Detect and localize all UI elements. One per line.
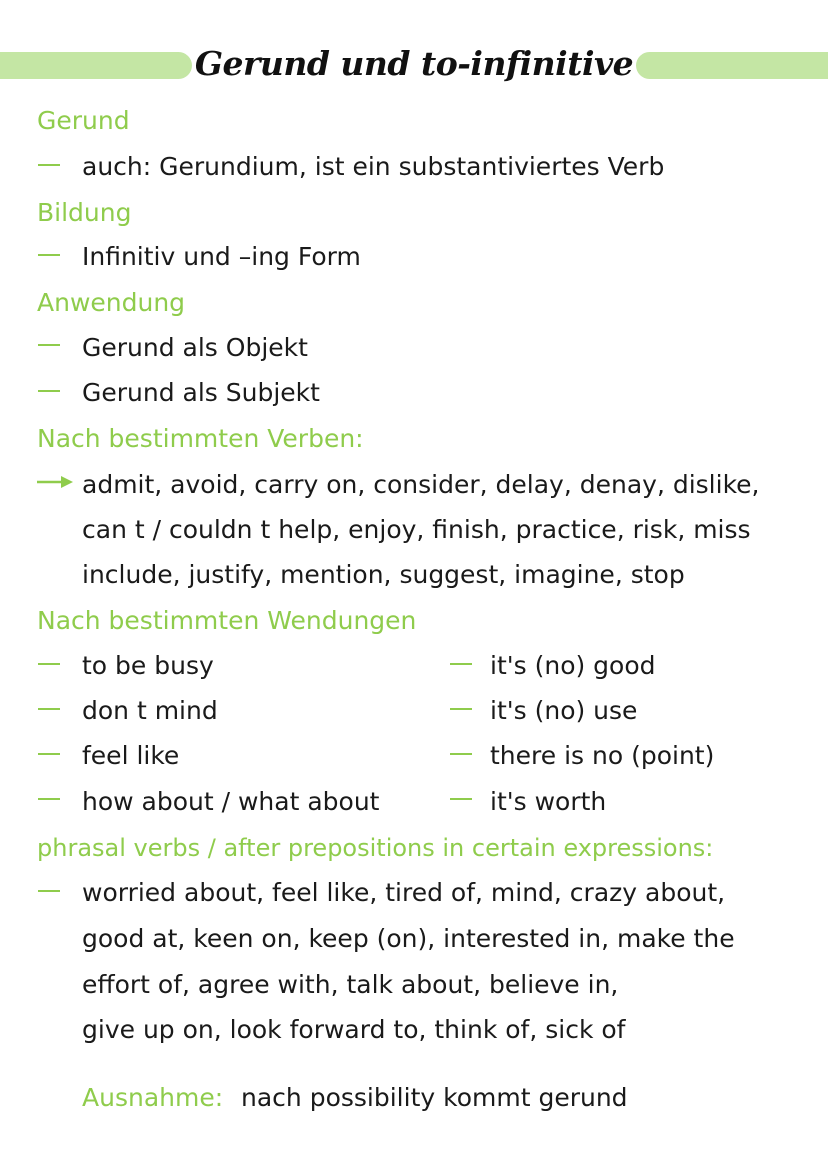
phrasal-line: worried about, feel like, tired of, mind, crazy about, bbox=[82, 878, 726, 907]
verben-line: include, justify, mention, suggest, imagine, stop bbox=[82, 560, 685, 589]
verben-line: can t / couldn t help, enjoy, finish, practice, risk, miss bbox=[82, 515, 751, 544]
anwendung-item: Gerund als Subjekt bbox=[82, 378, 320, 407]
anwendung-item: Gerund als Objekt bbox=[82, 333, 308, 362]
dash-bullet bbox=[38, 890, 60, 892]
heading-wendungen: Nach bestimmten Wendungen bbox=[37, 606, 417, 635]
gerund-definition: auch: Gerundium, ist ein substantiviertes Verb bbox=[82, 152, 665, 181]
heading-phrasal: phrasal verbs / after prepositions in certain expressions: bbox=[37, 834, 714, 862]
dash-bullet bbox=[38, 753, 60, 755]
dash-bullet bbox=[38, 254, 60, 256]
phrasal-line: effort of, agree with, talk about, believe in, bbox=[82, 970, 619, 999]
heading-verben: Nach bestimmten Verben: bbox=[37, 424, 364, 453]
title-bar-right bbox=[636, 52, 828, 79]
arrow-right-icon bbox=[37, 475, 73, 489]
wendung-right: it's worth bbox=[490, 787, 607, 816]
phrasal-line: give up on, look forward to, think of, sick of bbox=[82, 1015, 626, 1044]
dash-bullet bbox=[38, 390, 60, 392]
dash-bullet bbox=[38, 798, 60, 800]
wendung-right: it's (no) use bbox=[490, 696, 638, 725]
heading-anwendung: Anwendung bbox=[37, 288, 186, 317]
dash-bullet bbox=[38, 663, 60, 665]
wendung-left: to be busy bbox=[82, 651, 214, 680]
dash-bullet bbox=[450, 798, 472, 800]
wendung-left: don t mind bbox=[82, 696, 218, 725]
wendung-left: how about / what about bbox=[82, 787, 380, 816]
dash-bullet bbox=[450, 663, 472, 665]
exception-text: nach possibility kommt gerund bbox=[241, 1083, 628, 1112]
phrasal-line: good at, keen on, keep (on), interested in, make the bbox=[82, 924, 735, 953]
exception-label: Ausnahme: bbox=[82, 1083, 224, 1112]
verben-line: admit, avoid, carry on, consider, delay, denay, dislike, bbox=[82, 470, 760, 499]
dash-bullet bbox=[38, 164, 60, 166]
wendung-right: it's (no) good bbox=[490, 651, 656, 680]
title-row bbox=[0, 40, 828, 88]
wendung-left: feel like bbox=[82, 741, 180, 770]
title-bar-left bbox=[0, 52, 192, 79]
heading-gerund: Gerund bbox=[37, 106, 130, 135]
page-title: Gerund und to-infinitive bbox=[194, 44, 634, 83]
wendung-right: there is no (point) bbox=[490, 741, 715, 770]
dash-bullet bbox=[38, 708, 60, 710]
dash-bullet bbox=[450, 753, 472, 755]
heading-bildung: Bildung bbox=[37, 198, 132, 227]
dash-bullet bbox=[450, 708, 472, 710]
bildung-item: Infinitiv und –ing Form bbox=[82, 242, 361, 271]
dash-bullet bbox=[38, 344, 60, 346]
